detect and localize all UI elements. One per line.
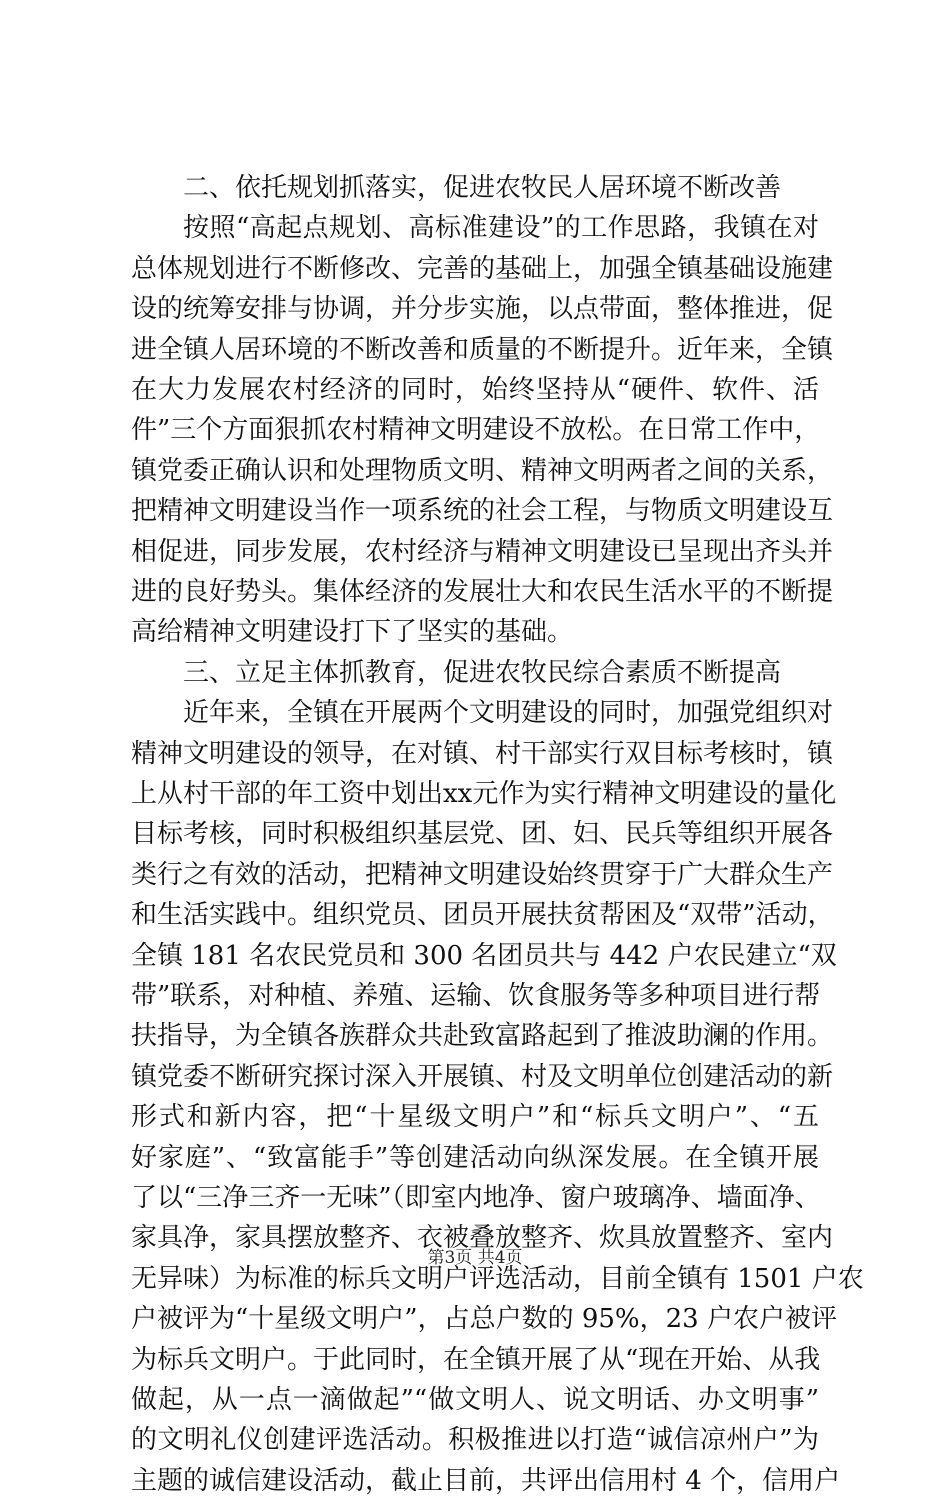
text-line: 在大力发展农村经济的同时，始终坚持从“硬件、软件、活 <box>131 375 819 405</box>
text-line: 高给精神文明建设打下了坚实的基础。 <box>131 617 574 647</box>
text-line: 把精神文明建设当作一项系统的社会工程，与物质文明建设互 <box>131 496 834 526</box>
text-line: 镇党委正确认识和处理物质文明、精神文明两者之间的关系， <box>131 456 834 486</box>
text-line: 相促进，同步发展，农村经济与精神文明建设已呈现出齐头并 <box>131 537 834 567</box>
text-line: 进的良好势头。集体经济的发展壮大和农民生活水平的不断提 <box>131 577 834 607</box>
text-line: 类行之有效的活动，把精神文明建设始终贯穿于广大群众生产 <box>131 860 834 890</box>
text-line: 镇党委不断研究探讨深入开展镇、村及文明单位创建活动的新 <box>131 1062 834 1092</box>
text-line: 精神文明建设的领导，在对镇、村干部实行双目标考核时，镇 <box>131 739 834 769</box>
text-line: 为标兵文明户。于此同时，在全镇开展了从“现在开始、从我 <box>131 1345 821 1375</box>
text-line: 二、依托规划抓落实，促进农牧民人居环境不断改善 <box>183 173 782 203</box>
text-line: 家具净，家具摆放整齐、衣被叠放整齐、炊具放置整齐、室内 <box>131 1223 834 1253</box>
text-line: 目标考核，同时积极组织基层党、团、妇、民兵等组织开展各 <box>131 819 834 849</box>
text-line: 主题的诚信建设活动，截止目前，共评出信用村 4 个，信用户 <box>131 1466 841 1496</box>
text-line: 好家庭”、“致富能手”等创建活动向纵深发展。在全镇开展 <box>131 1143 819 1173</box>
text-line: 全镇 181 名农民党员和 300 名团员共与 442 户农民建立“双 <box>131 941 837 971</box>
text-line: 和生活实践中。组织党员、团员开展扶贫帮困及“双带”活动， <box>131 900 834 930</box>
text-line: 带”联系，对种植、养殖、运输、饮食服务等多种项目进行帮 <box>131 981 821 1011</box>
text-line: 件”三个方面狠抓农村精神文明建设不放松。在日常工作中， <box>131 415 821 445</box>
text-line: 做起，从一点一滴做起”“做文明人、说文明话、办文明事” <box>131 1385 819 1415</box>
text-line: 无异味）为标准的标兵文明户评选活动，目前全镇有 1501 户农 <box>131 1264 864 1294</box>
text-line: 上从村干部的年工资中划出xx元作为实行精神文明建设的量化 <box>131 779 837 809</box>
text-line: 设的统筹安排与协调，并分步实施，以点带面，整体推进，促 <box>131 294 834 324</box>
text-line: 户被评为“十星级文明户”，占总户数的 95%，23 户农户被评 <box>131 1304 837 1334</box>
text-line: 总体规划进行不断修改、完善的基础上，加强全镇基础设施建 <box>131 254 834 284</box>
text-line: 扶指导，为全镇各族群众共赴致富路起到了推波助澜的作用。 <box>131 1021 834 1051</box>
text-line: 了以“三净三齐一无味”（即室内地净、窗户玻璃净、墙面净、 <box>131 1183 821 1213</box>
page-footer: 第3页 共4页 <box>427 1248 523 1268</box>
text-line: 按照“高起点规划、高标准建设”的工作思路，我镇在对 <box>183 213 819 243</box>
text-line: 形式和新内容，把“十星级文明户”和“标兵文明户”、“五 <box>131 1102 819 1132</box>
text-line: 的文明礼仪创建评选活动。积极推进以打造“诚信凉州户”为 <box>131 1425 819 1455</box>
text-line: 近年来，全镇在开展两个文明建设的同时，加强党组织对 <box>183 698 834 728</box>
text-line: 进全镇人居环境的不断改善和质量的不断提升。近年来，全镇 <box>131 335 834 365</box>
text-line: 三、立足主体抓教育，促进农牧民综合素质不断提高 <box>183 658 782 688</box>
